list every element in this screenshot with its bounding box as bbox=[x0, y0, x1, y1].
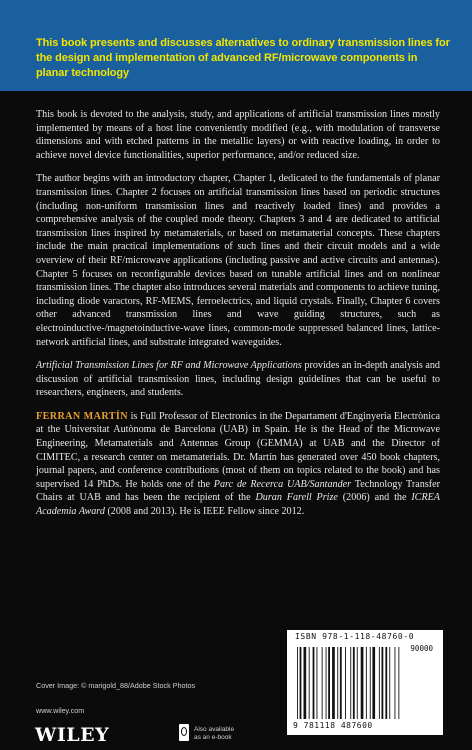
barcode-bar bbox=[313, 647, 315, 719]
publisher-logo: WILEY bbox=[35, 724, 110, 746]
barcode-bar bbox=[300, 647, 302, 719]
bio-award-italic: ICREA Academia Award bbox=[36, 492, 440, 518]
ebook-text bbox=[194, 726, 234, 742]
author-bio bbox=[36, 410, 440, 519]
ebook-icon bbox=[179, 724, 189, 741]
barcode-digits: 9 781118 487600 bbox=[293, 721, 373, 730]
barcode-bar bbox=[322, 647, 323, 719]
barcode-bar bbox=[366, 647, 367, 719]
barcode-bar bbox=[382, 647, 384, 719]
barcode-bar bbox=[326, 647, 327, 719]
barcode-bar bbox=[337, 647, 338, 719]
paragraph-chapters: The author begins with an introductory chapter, Chapter 1, dedicated to the fundamentals of planar transmission lines. Chapter 2 focuses on artificial transmission lines based on periodic structures (including non-uniform transmission lines and reactively loaded lines) and provides a comprehensive analysis of the coupled mode theory. Chapters 3 and 4 are dedicated to artificial transmission lines inspired by metamaterials, or based on metamaterial concepts. These chapters include the main practical implementations of such lines and their circuit models and a wide overview of their RF/microwave applications (including passive and active circuits and antennas). Chapter 5 focuses on reconfigurable devices based on tunable artificial lines and on nonlinear transmission lines. The chapter also introduces several materials and components to achieve tuning, including diode varactors, RF-MEMS, ferroelectrics, and liquid crystals. Finally, Chapter 6 covers other advanced transmission lines and wave guiding structures, such as electroinductive-/magnetoinductive-wave lines, common-mode suppressed balanced lines, lattice-network artificial lines, and substrate integrated waveguides. bbox=[36, 173, 440, 348]
isbn-barcode-box bbox=[287, 630, 443, 735]
barcode-bar bbox=[304, 647, 307, 719]
barcode-bar bbox=[297, 647, 298, 719]
ebook-line-2: as an e-book bbox=[194, 734, 232, 741]
barcode-bar bbox=[385, 647, 387, 719]
barcode-bar bbox=[370, 647, 371, 719]
barcode-bar bbox=[398, 647, 399, 719]
barcode-bar bbox=[372, 647, 375, 719]
website-link[interactable]: www.wiley.com bbox=[36, 706, 85, 715]
ebook-line-1: Also available bbox=[194, 726, 235, 733]
barcode-bar bbox=[395, 647, 396, 719]
barcode-bar bbox=[353, 647, 355, 719]
cover-credit: Cover Image: © marigold_88/Adobe Stock Photos bbox=[36, 681, 196, 690]
barcode-bar bbox=[345, 647, 346, 719]
paragraph-intro: This book is devoted to the analysis, study, and applications of artificial transmission lines mostly implemented by means of a host line conveniently modified (e.g., with modulation of transverse dimensions and with etched patterns in the metallic layers) or with reactive loading, in order to achieve novel device functionalities, superior performance, and/or reduced size. bbox=[36, 109, 440, 161]
bio-text-3: (2006) and the bbox=[337, 492, 412, 504]
description-text bbox=[36, 108, 440, 529]
summary-rest: provides an in-depth analysis and discussion of artificial transmission lines, including design guidelines that can be useful to researchers, engineers, and students. bbox=[36, 360, 440, 399]
barcode-bar bbox=[309, 647, 310, 719]
barcode-bar bbox=[317, 647, 318, 719]
barcode-bar bbox=[357, 647, 358, 719]
bio-text-2: Technology Transfer Chairs at UAB and has been the recipient of the bbox=[36, 478, 440, 504]
bio-text-1: is Full Professor of Electronics in the Departament d'Enginyeria Electrònica at the Universitat Autònoma de Barcelona (UAB) in Spain. He is the Head of the Microwave Engineering, Metamaterials and Antennas Group (GEMMA) at UAB and the Director of CIMITEC, a research center on metamaterials. Dr. Martín has generated over 450 book chapters, journal papers, and conference contributions (most of them on topics related to the book) and has supervised 14 PhDs. He holds one of the bbox=[36, 410, 440, 490]
paragraph-summary bbox=[36, 359, 440, 400]
barcode-graphic bbox=[295, 643, 435, 721]
banner-tagline: This book presents and discusses alternatives to ordinary transmission lines for the design and implementation of advanced RF/microwave components in planar technology bbox=[36, 37, 450, 79]
barcode-bar bbox=[361, 647, 364, 719]
barcode-bar bbox=[379, 647, 380, 719]
book-title-italic: Artificial Transmission Lines for RF and Microwave Applications bbox=[36, 360, 302, 372]
price-code: 90000 bbox=[410, 644, 433, 653]
barcode-bar bbox=[340, 647, 342, 719]
bio-prize-italic: Duran Farell Prize bbox=[255, 492, 338, 504]
isbn-label: ISBN 978-1-118-48760-0 bbox=[295, 632, 415, 641]
barcode-bar bbox=[350, 647, 351, 719]
ebook-availability bbox=[179, 724, 279, 750]
barcode-bar bbox=[389, 647, 390, 719]
bio-chair-italic: Parc de Recerca UAB/Santander bbox=[213, 478, 352, 490]
top-banner bbox=[0, 0, 472, 91]
barcode-bar bbox=[332, 647, 335, 719]
bio-text-4: (2008 and 2013). He is IEEE Fellow since 2012. bbox=[104, 506, 305, 518]
author-name: FERRAN MARTÍN bbox=[36, 410, 128, 422]
barcode-bar bbox=[328, 647, 330, 719]
